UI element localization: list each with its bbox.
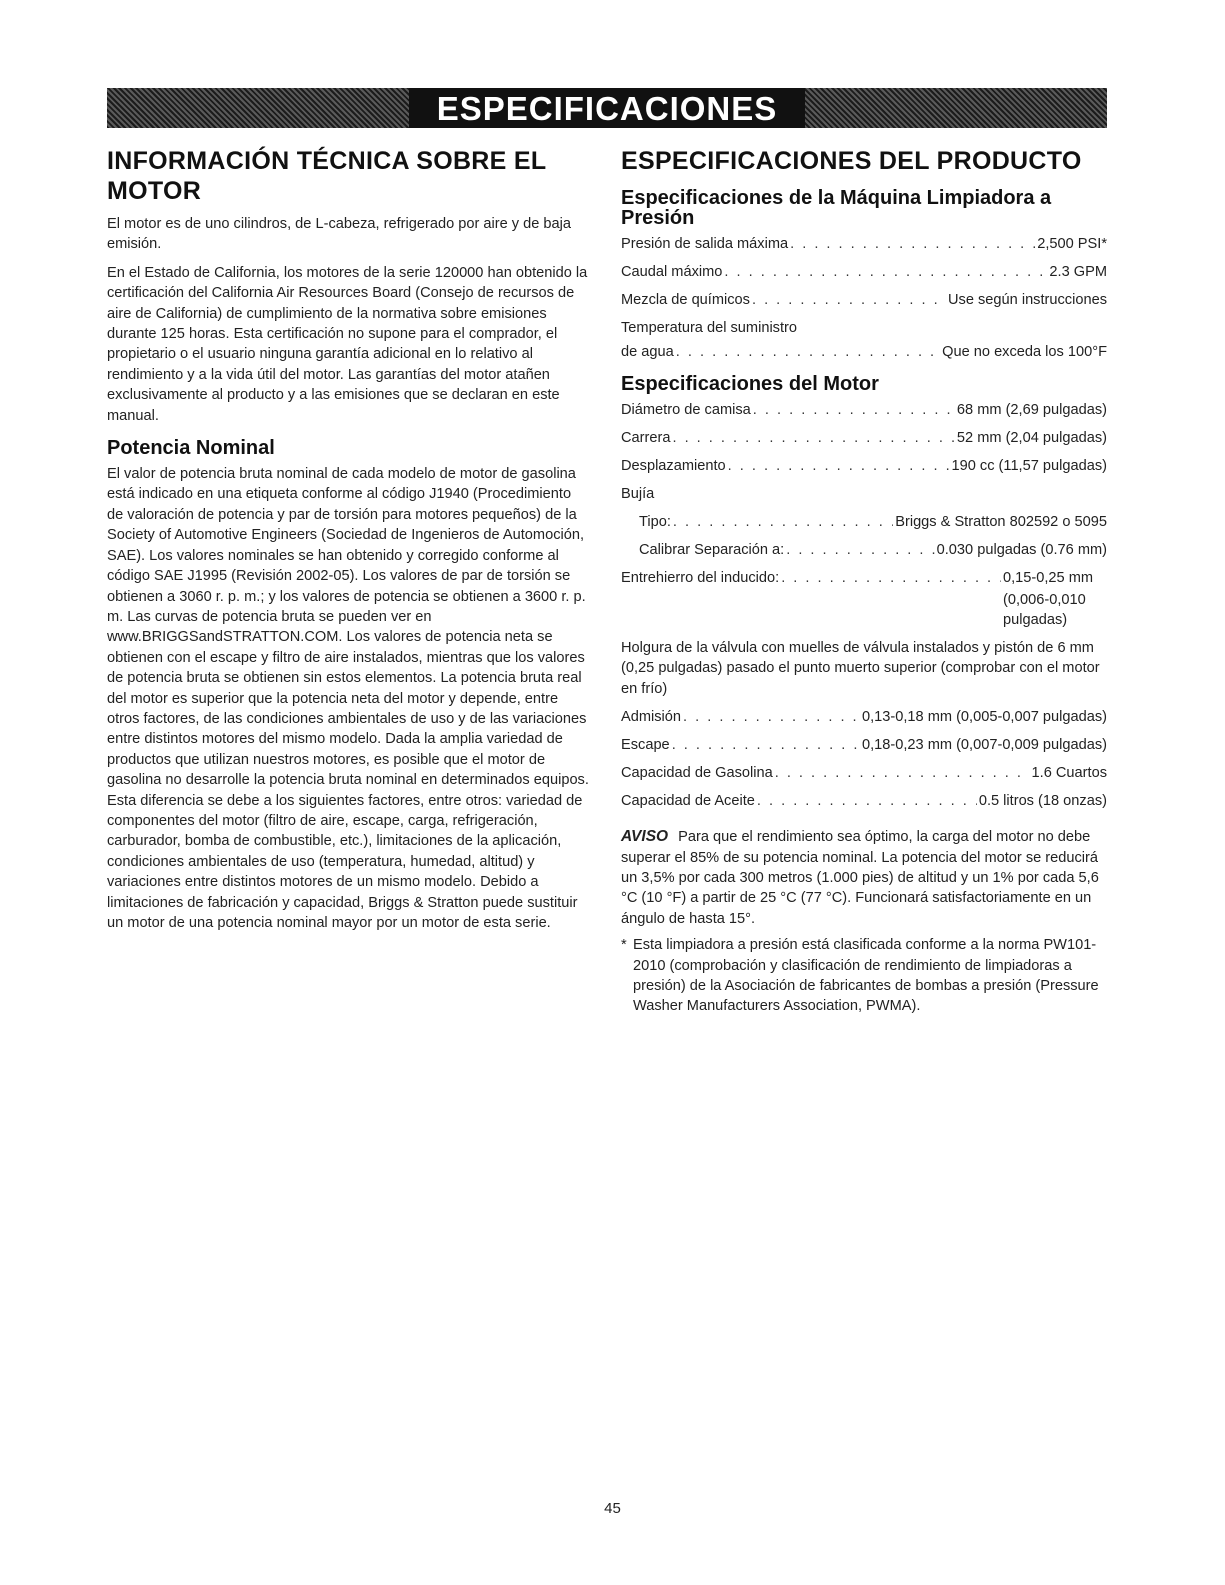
dot-leader	[724, 262, 1047, 282]
notice-paragraph	[621, 827, 1107, 929]
spec-row-max-pressure	[621, 234, 1107, 254]
spec-row-armature-air-gap	[621, 568, 1107, 588]
engine-info-column	[107, 146, 590, 941]
spec-value-line: pulgadas)	[1003, 612, 1068, 628]
spec-value: 190 cc (11,57 pulgadas)	[951, 458, 1107, 474]
spec-value-line: (0,006-0,010	[1003, 592, 1086, 608]
spec-label: Mezcla de químicos	[621, 292, 750, 308]
spec-label: Desplazamiento	[621, 458, 726, 474]
spec-row-exhaust	[621, 735, 1107, 755]
spec-value: Briggs & Stratton 802592 o 5095	[895, 514, 1107, 530]
footnote	[621, 935, 1107, 1017]
spec-label-spark-plug: Bujía	[621, 486, 655, 502]
spec-label: Tipo:	[639, 514, 671, 530]
spec-row-plug-type	[621, 512, 1107, 532]
dot-leader	[753, 400, 955, 420]
spec-label: Caudal máximo	[621, 264, 723, 280]
dot-leader	[790, 234, 1035, 254]
dot-leader	[757, 791, 977, 811]
engine-specs-title: Especificaciones del Motor	[621, 373, 879, 395]
power-rating-title: Potencia Nominal	[107, 437, 275, 460]
product-specs-column	[621, 146, 1107, 1017]
spec-value: 2,500 PSI*	[1037, 236, 1107, 252]
dot-leader	[672, 735, 860, 755]
spec-row-displacement	[621, 456, 1107, 476]
spec-label: Calibrar Separación a:	[639, 542, 785, 558]
engine-description: El motor es de uno cilindros, de L-cabeza, refrigerado por aire y de baja emisión.	[107, 216, 572, 253]
spec-value-continued	[621, 590, 1107, 630]
banner-title: ESPECIFICACIONES	[409, 88, 806, 128]
spec-label: Diámetro de camisa	[621, 402, 751, 418]
spec-label: Presión de salida máxima	[621, 236, 789, 252]
spec-label-water-temp: Temperatura del suministro	[621, 320, 798, 336]
power-rating-text: El valor de potencia bruta nominal de cada modelo de motor de gasolina está indicado en una etiqueta conforme al código J1940 (Procedimiento de valoración de potencia y par de torsión para motores pequeños) de la Society of Automotive Engineers (Sociedad de Ingenieros de Automoción, SAE). Los valores nominales se han obtenido y corregido conforme al código SAE J1995 (Revisión 2002-05). Los valores de par de torsión se obtienen a 3060 r. p. m.; y los valores de potencia se obtienen a 3600 r. p. m. Las curvas de potencia bruta se pueden ver en www.BRIGGSandSTRATTON.COM. Los valores de potencia neta se obtienen con el escape y filtro de aire instalados, mientras que los valores de potencia bruta se obtienen sin estos elementos. La potencia bruta real del motor es superior que la potencia neta del motor y depende, entre otros factores, de las condiciones ambientales de uso y de las variaciones entre distintos motores del mismo modelo. Dada la amplia variedad de productos que utilizan nuestros motores, es posible que el motor de gasolina no desarrolle la potencia bruta nominal en determinados equipos. Esta diferencia se debe a los siguientes factores, entre otros: variedad de componentes del motor (filtro de aire, escape, carga, refrigeración, carburador, bomba de combustible, etc.), limitaciones de la aplicación, condiciones ambientales de uso (temperatura, humedad, altitud) y variaciones entre distintos motores de un mismo modelo. Debido a limitaciones de fabricación y capacidad, Briggs & Stratton puede sustituir un motor de una potencia nominal mayor por un motor de esta serie.	[107, 466, 589, 931]
product-specs-title: ESPECIFICACIONES DEL PRODUCTO	[621, 147, 1082, 175]
footnote-mark: *	[621, 937, 627, 954]
spec-value: 0,18-0,23 mm (0,007-0,009 pulgadas)	[861, 737, 1107, 754]
spec-label: Capacidad de Aceite	[621, 793, 755, 810]
spec-label: Admisión	[621, 709, 682, 726]
section-banner	[107, 88, 1107, 128]
spec-row-chemical-mix	[621, 290, 1107, 310]
spec-row-intake	[621, 707, 1107, 727]
spec-row-bore	[621, 400, 1107, 420]
spec-row-oil-capacity	[621, 791, 1107, 811]
dot-leader	[775, 763, 1030, 783]
spec-value: 0.5 litros (18 onzas)	[978, 793, 1107, 810]
spec-label: Carrera	[621, 430, 671, 446]
notice-text: Para que el rendimiento sea óptimo, la carga del motor no debe superar el 85% de su potencia nominal. La potencia del motor se reducirá un 3,5% por cada 300 metros (1.000 pies) de altitud y un 1% por cada 5,6 °C (10 °F) a partir de 25 °C (77 °C). Funcionará satisfactoriamente en un ángulo de hasta 15°.	[621, 829, 1099, 927]
spec-value: 52 mm (2,04 pulgadas)	[956, 430, 1107, 446]
dot-leader	[728, 456, 950, 476]
footnote-text: Esta limpiadora a presión está clasificada conforme a la norma PW101-2010 (comprobación y clasificación de rendimiento de limpiadoras a presión) de la Asociación de fabricantes de bombas a presión (Pressure Washer Manufacturers Association, PWMA).	[633, 937, 1099, 1015]
california-certification-text: En el Estado de California, los motores de la serie 120000 han obtenido la certificación del California Air Resources Board (Consejo de recursos de aire de California) de cumplimiento de la normativa sobre emisiones durante 125 horas. Esta certificación no supone para el comprador, el propietario o el usuario ninguna garantía adicional en lo relativo al rendimiento y a la vida útil del motor. Las garantías del motor atañen exclusivamente al producto y a las emisiones que se declaran en este manual.	[107, 264, 588, 424]
dot-leader	[781, 568, 1001, 588]
spec-row-water-temp	[621, 342, 1107, 362]
dot-leader	[676, 342, 940, 362]
dot-leader	[672, 428, 954, 448]
spec-row-max-flow	[621, 262, 1107, 282]
dot-leader	[752, 290, 946, 310]
spec-value: 68 mm (2,69 pulgadas)	[956, 402, 1107, 418]
spec-label: Escape	[621, 737, 670, 754]
notice-label: AVISO	[621, 828, 669, 846]
dot-leader	[786, 540, 934, 560]
page-number: 45	[604, 1500, 621, 1517]
engine-info-title: INFORMACIÓN TÉCNICA SOBRE EL MOTOR	[107, 147, 546, 205]
spec-row-plug-gap	[621, 540, 1107, 560]
spec-value: Que no exceda los 100°F	[942, 344, 1107, 360]
dot-leader	[673, 512, 893, 532]
spec-value: 0,13-0,18 mm (0,005-0,007 pulgadas)	[861, 709, 1107, 726]
spec-label: Capacidad de Gasolina	[621, 765, 773, 782]
spec-value: Use según instrucciones	[948, 292, 1107, 308]
spec-value: 0,15-0,25 mm	[1003, 570, 1094, 586]
spec-label: Entrehierro del inducido:	[621, 570, 780, 586]
spec-value: 1.6 Cuartos	[1031, 765, 1107, 782]
spec-row-stroke	[621, 428, 1107, 448]
spec-row-fuel-capacity	[621, 763, 1107, 783]
dot-leader	[683, 707, 860, 727]
spec-label: de agua	[621, 344, 674, 360]
pressure-washer-specs-title: Especificaciones de la Máquina Limpiadora a Presión	[621, 187, 1052, 229]
valve-clearance-text: Holgura de la válvula con muelles de válvula instalados y pistón de 6 mm (0,25 pulgadas) pasado el punto muerto superior (comprobar con el motor en frío)	[621, 640, 1100, 697]
spec-value: 2.3 GPM	[1049, 264, 1107, 280]
spec-value: 0.030 pulgadas (0.76 mm)	[936, 542, 1107, 558]
